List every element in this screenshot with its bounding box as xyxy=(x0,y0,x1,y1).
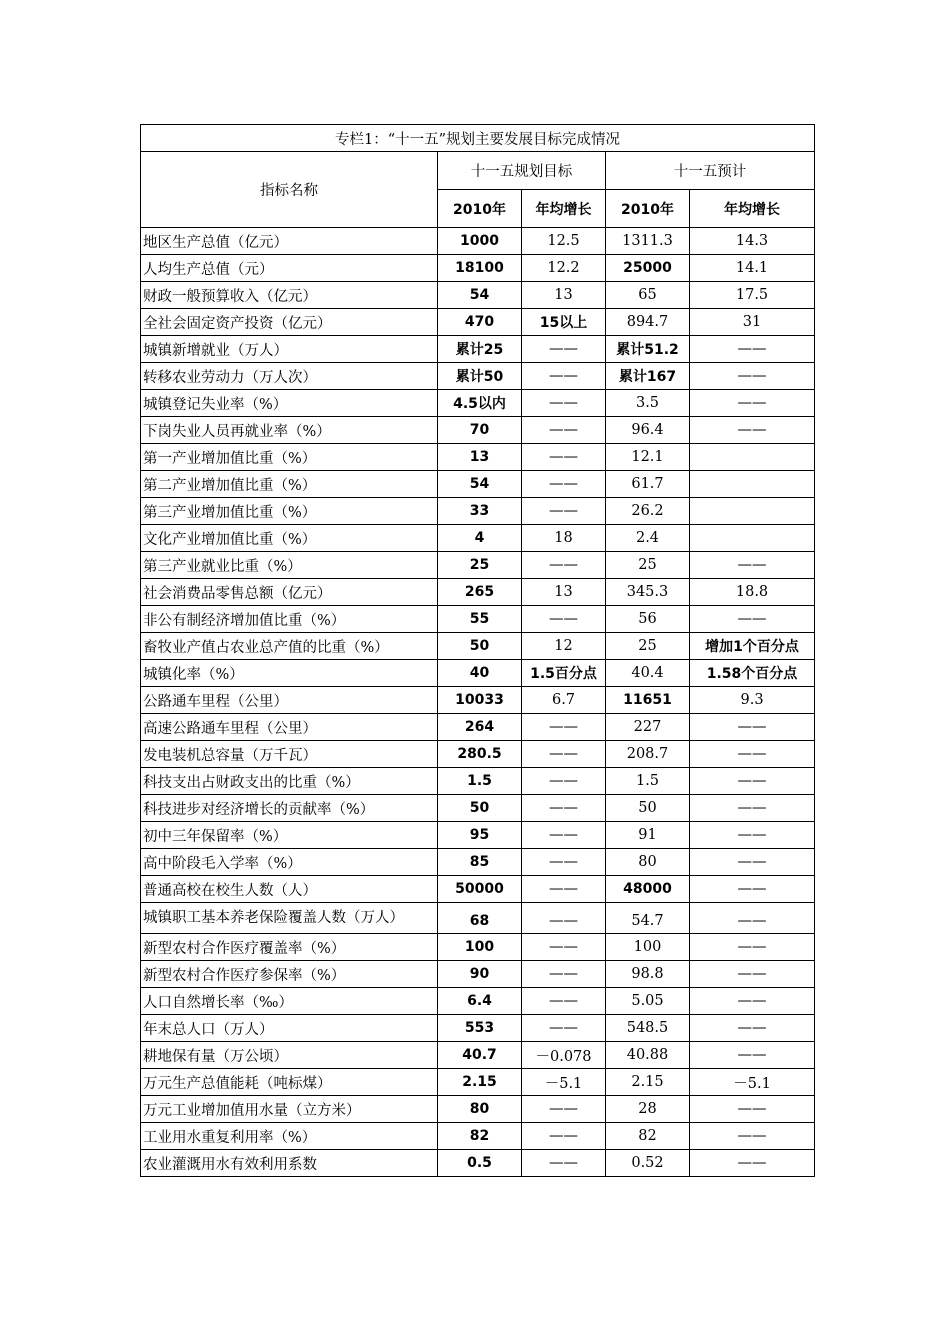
header-forecast-growth: 年均增长 xyxy=(690,190,815,228)
cell-indicator-name: 城镇化率（%） xyxy=(141,660,438,687)
cell-forecast-2010: 98.8 xyxy=(606,961,690,988)
cell-plan-2010: 6.4 xyxy=(438,988,522,1015)
cell-plan-growth: 18 xyxy=(522,525,606,552)
cell-forecast-2010: 82 xyxy=(606,1123,690,1150)
cell-forecast-growth: —— xyxy=(690,822,815,849)
cell-forecast-2010: 40.4 xyxy=(606,660,690,687)
header-plan-growth: 年均增长 xyxy=(522,190,606,228)
cell-forecast-2010: 12.1 xyxy=(606,444,690,471)
cell-plan-growth: 13 xyxy=(522,282,606,309)
cell-indicator-name: 畜牧业产值占农业总产值的比重（%） xyxy=(141,633,438,660)
table-row xyxy=(141,988,815,1015)
cell-plan-2010: 1.5 xyxy=(438,768,522,795)
cell-plan-growth: —— xyxy=(522,1015,606,1042)
cell-forecast-growth: —— xyxy=(690,1096,815,1123)
cell-plan-2010: 85 xyxy=(438,849,522,876)
cell-plan-2010: 4 xyxy=(438,525,522,552)
header-plan-2010: 2010年 xyxy=(438,190,522,228)
cell-indicator-name: 高速公路通车里程（公里） xyxy=(141,714,438,741)
cell-plan-2010: 累计25 xyxy=(438,336,522,363)
cell-plan-2010: 470 xyxy=(438,309,522,336)
cell-plan-2010: 100 xyxy=(438,934,522,961)
cell-forecast-2010: 100 xyxy=(606,934,690,961)
cell-forecast-growth: —— xyxy=(690,903,815,934)
table-row xyxy=(141,876,815,903)
table-row xyxy=(141,498,815,525)
cell-plan-growth: 13 xyxy=(522,579,606,606)
table-row xyxy=(141,1042,815,1069)
cell-forecast-2010: 40.88 xyxy=(606,1042,690,1069)
cell-indicator-name: 财政一般预算收入（亿元） xyxy=(141,282,438,309)
cell-plan-growth: —— xyxy=(522,498,606,525)
cell-forecast-growth: —— xyxy=(690,417,815,444)
cell-plan-growth: —— xyxy=(522,336,606,363)
cell-indicator-name: 地区生产总值（亿元） xyxy=(141,228,438,255)
table-row xyxy=(141,934,815,961)
cell-indicator-name: 下岗失业人员再就业率（%） xyxy=(141,417,438,444)
cell-forecast-growth xyxy=(690,471,815,498)
cell-forecast-growth: —— xyxy=(690,1123,815,1150)
table-row xyxy=(141,417,815,444)
cell-forecast-growth: —— xyxy=(690,795,815,822)
cell-plan-2010: 54 xyxy=(438,471,522,498)
cell-forecast-growth: —— xyxy=(690,934,815,961)
table-row xyxy=(141,961,815,988)
cell-plan-growth: —— xyxy=(522,768,606,795)
table-row xyxy=(141,849,815,876)
header-indicator-name: 指标名称 xyxy=(141,152,438,228)
cell-forecast-growth: —— xyxy=(690,741,815,768)
cell-plan-growth: —— xyxy=(522,363,606,390)
cell-plan-growth: —— xyxy=(522,795,606,822)
cell-plan-2010: 553 xyxy=(438,1015,522,1042)
cell-plan-growth: —— xyxy=(522,961,606,988)
cell-plan-2010: 累计50 xyxy=(438,363,522,390)
cell-forecast-growth: —— xyxy=(690,390,815,417)
table-row xyxy=(141,390,815,417)
cell-forecast-growth: —— xyxy=(690,336,815,363)
cell-indicator-name: 全社会固定资产投资（亿元） xyxy=(141,309,438,336)
cell-forecast-2010: 54.7 xyxy=(606,903,690,934)
cell-plan-2010: 0.5 xyxy=(438,1150,522,1177)
cell-forecast-growth: —— xyxy=(690,1042,815,1069)
cell-forecast-growth: —— xyxy=(690,988,815,1015)
cell-forecast-2010: 91 xyxy=(606,822,690,849)
cell-forecast-growth: 31 xyxy=(690,309,815,336)
cell-plan-2010: 25 xyxy=(438,552,522,579)
cell-plan-2010: 80 xyxy=(438,1096,522,1123)
cell-plan-growth: —— xyxy=(522,822,606,849)
cell-plan-2010: 265 xyxy=(438,579,522,606)
cell-forecast-2010: 3.5 xyxy=(606,390,690,417)
table-row xyxy=(141,525,815,552)
cell-indicator-name: 年末总人口（万人） xyxy=(141,1015,438,1042)
cell-plan-growth: —— xyxy=(522,988,606,1015)
cell-plan-2010: 50000 xyxy=(438,876,522,903)
cell-plan-2010: 82 xyxy=(438,1123,522,1150)
cell-forecast-2010: 1.5 xyxy=(606,768,690,795)
cell-forecast-growth xyxy=(690,498,815,525)
cell-plan-2010: 40.7 xyxy=(438,1042,522,1069)
cell-forecast-growth: 17.5 xyxy=(690,282,815,309)
table-row xyxy=(141,606,815,633)
cell-forecast-2010: 48000 xyxy=(606,876,690,903)
table-row xyxy=(141,822,815,849)
cell-forecast-growth: 14.1 xyxy=(690,255,815,282)
cell-forecast-2010: 11651 xyxy=(606,687,690,714)
cell-forecast-2010: 累计51.2 xyxy=(606,336,690,363)
table-row xyxy=(141,660,815,687)
table-row xyxy=(141,1015,815,1042)
cell-plan-2010: 55 xyxy=(438,606,522,633)
table-row xyxy=(141,741,815,768)
cell-plan-growth: —— xyxy=(522,390,606,417)
cell-plan-growth: —— xyxy=(522,1123,606,1150)
cell-forecast-2010: 25 xyxy=(606,552,690,579)
header-forecast-2010: 2010年 xyxy=(606,190,690,228)
cell-indicator-name: 工业用水重复利用率（%） xyxy=(141,1123,438,1150)
cell-plan-2010: 1000 xyxy=(438,228,522,255)
cell-forecast-2010: 80 xyxy=(606,849,690,876)
table-row xyxy=(141,282,815,309)
cell-plan-growth: —— xyxy=(522,552,606,579)
cell-forecast-growth: —— xyxy=(690,961,815,988)
cell-forecast-2010: 5.05 xyxy=(606,988,690,1015)
cell-plan-growth: —— xyxy=(522,606,606,633)
cell-indicator-name: 第三产业增加值比重（%） xyxy=(141,498,438,525)
cell-indicator-name: 第三产业就业比重（%） xyxy=(141,552,438,579)
cell-plan-growth: －5.1 xyxy=(522,1069,606,1096)
cell-forecast-growth: －5.1 xyxy=(690,1069,815,1096)
table-caption-row xyxy=(141,125,815,152)
header-forecast: 十一五预计 xyxy=(606,152,815,190)
header-plan-target: 十一五规划目标 xyxy=(438,152,606,190)
cell-plan-growth: —— xyxy=(522,849,606,876)
cell-forecast-2010: 56 xyxy=(606,606,690,633)
cell-plan-growth: 6.7 xyxy=(522,687,606,714)
cell-plan-2010: 50 xyxy=(438,633,522,660)
cell-forecast-2010: 0.52 xyxy=(606,1150,690,1177)
table-title: 专栏1：“十一五”规划主要发展目标完成情况 xyxy=(141,125,815,152)
cell-indicator-name: 人均生产总值（元） xyxy=(141,255,438,282)
cell-plan-2010: 54 xyxy=(438,282,522,309)
cell-indicator-name: 公路通车里程（公里） xyxy=(141,687,438,714)
cell-plan-growth: —— xyxy=(522,1096,606,1123)
cell-indicator-name: 农业灌溉用水有效利用系数 xyxy=(141,1150,438,1177)
cell-forecast-2010: 26.2 xyxy=(606,498,690,525)
cell-forecast-2010: 25 xyxy=(606,633,690,660)
cell-forecast-growth: —— xyxy=(690,363,815,390)
cell-indicator-name: 非公有制经济增加值比重（%） xyxy=(141,606,438,633)
cell-plan-2010: 33 xyxy=(438,498,522,525)
cell-forecast-2010: 1311.3 xyxy=(606,228,690,255)
cell-plan-2010: 95 xyxy=(438,822,522,849)
cell-plan-growth: —— xyxy=(522,444,606,471)
cell-plan-growth: —— xyxy=(522,903,606,934)
cell-plan-2010: 70 xyxy=(438,417,522,444)
cell-indicator-name: 科技进步对经济增长的贡献率（%） xyxy=(141,795,438,822)
cell-indicator-name: 城镇职工基本养老保险覆盖人数（万人） xyxy=(141,903,438,934)
cell-plan-2010: 68 xyxy=(438,903,522,934)
cell-plan-growth: —— xyxy=(522,741,606,768)
cell-indicator-name: 耕地保有量（万公顷） xyxy=(141,1042,438,1069)
cell-indicator-name: 转移农业劳动力（万人次） xyxy=(141,363,438,390)
cell-forecast-2010: 61.7 xyxy=(606,471,690,498)
cell-forecast-2010: 208.7 xyxy=(606,741,690,768)
cell-indicator-name: 初中三年保留率（%） xyxy=(141,822,438,849)
cell-forecast-2010: 2.4 xyxy=(606,525,690,552)
cell-plan-2010: 2.15 xyxy=(438,1069,522,1096)
cell-indicator-name: 新型农村合作医疗参保率（%） xyxy=(141,961,438,988)
table-row xyxy=(141,714,815,741)
cell-plan-2010: 40 xyxy=(438,660,522,687)
cell-forecast-growth: —— xyxy=(690,768,815,795)
cell-forecast-growth: —— xyxy=(690,552,815,579)
cell-indicator-name: 万元工业增加值用水量（立方米） xyxy=(141,1096,438,1123)
cell-plan-2010: 10033 xyxy=(438,687,522,714)
cell-indicator-name: 发电装机总容量（万千瓦） xyxy=(141,741,438,768)
cell-plan-growth: —— xyxy=(522,1150,606,1177)
cell-plan-2010: 4.5以内 xyxy=(438,390,522,417)
cell-forecast-growth: 14.3 xyxy=(690,228,815,255)
cell-indicator-name: 城镇新增就业（万人） xyxy=(141,336,438,363)
cell-plan-growth: —— xyxy=(522,417,606,444)
cell-indicator-name: 普通高校在校生人数（人） xyxy=(141,876,438,903)
cell-forecast-2010: 50 xyxy=(606,795,690,822)
table-row xyxy=(141,444,815,471)
cell-forecast-2010: 894.7 xyxy=(606,309,690,336)
table-row xyxy=(141,687,815,714)
cell-indicator-name: 第二产业增加值比重（%） xyxy=(141,471,438,498)
table-row xyxy=(141,1096,815,1123)
table-row xyxy=(141,795,815,822)
cell-indicator-name: 新型农村合作医疗覆盖率（%） xyxy=(141,934,438,961)
table-row xyxy=(141,309,815,336)
cell-forecast-growth: 9.3 xyxy=(690,687,815,714)
cell-forecast-growth xyxy=(690,444,815,471)
cell-plan-growth: 12.2 xyxy=(522,255,606,282)
table-row xyxy=(141,255,815,282)
plan-targets-table xyxy=(140,124,815,1177)
cell-indicator-name: 高中阶段毛入学率（%） xyxy=(141,849,438,876)
table-row xyxy=(141,471,815,498)
cell-plan-2010: 90 xyxy=(438,961,522,988)
cell-forecast-growth: —— xyxy=(690,849,815,876)
cell-plan-growth: —— xyxy=(522,934,606,961)
cell-plan-growth: 15以上 xyxy=(522,309,606,336)
cell-indicator-name: 文化产业增加值比重（%） xyxy=(141,525,438,552)
table-row xyxy=(141,228,815,255)
cell-plan-growth: 12.5 xyxy=(522,228,606,255)
table-row xyxy=(141,1150,815,1177)
table-row xyxy=(141,552,815,579)
cell-forecast-2010: 345.3 xyxy=(606,579,690,606)
cell-forecast-2010: 2.15 xyxy=(606,1069,690,1096)
table-row xyxy=(141,633,815,660)
table-row xyxy=(141,903,815,934)
table-row xyxy=(141,363,815,390)
table-row xyxy=(141,336,815,363)
table-row xyxy=(141,1069,815,1096)
cell-plan-2010: 13 xyxy=(438,444,522,471)
cell-forecast-2010: 累计167 xyxy=(606,363,690,390)
cell-indicator-name: 科技支出占财政支出的比重（%） xyxy=(141,768,438,795)
cell-forecast-growth: 1.58个百分点 xyxy=(690,660,815,687)
cell-plan-growth: —— xyxy=(522,714,606,741)
cell-plan-growth: 12 xyxy=(522,633,606,660)
cell-forecast-growth: —— xyxy=(690,876,815,903)
cell-forecast-2010: 25000 xyxy=(606,255,690,282)
cell-forecast-2010: 227 xyxy=(606,714,690,741)
cell-indicator-name: 社会消费品零售总额（亿元） xyxy=(141,579,438,606)
table-row xyxy=(141,768,815,795)
cell-plan-growth: －0.078 xyxy=(522,1042,606,1069)
cell-plan-2010: 18100 xyxy=(438,255,522,282)
cell-forecast-growth: 18.8 xyxy=(690,579,815,606)
cell-forecast-growth: —— xyxy=(690,606,815,633)
cell-plan-2010: 264 xyxy=(438,714,522,741)
cell-plan-2010: 50 xyxy=(438,795,522,822)
cell-plan-growth: —— xyxy=(522,471,606,498)
cell-indicator-name: 人口自然增长率（‰） xyxy=(141,988,438,1015)
cell-forecast-growth: —— xyxy=(690,714,815,741)
cell-forecast-growth: —— xyxy=(690,1150,815,1177)
cell-forecast-growth: —— xyxy=(690,1015,815,1042)
cell-forecast-2010: 96.4 xyxy=(606,417,690,444)
cell-plan-growth: —— xyxy=(522,876,606,903)
cell-forecast-growth: 增加1个百分点 xyxy=(690,633,815,660)
table-row xyxy=(141,1123,815,1150)
cell-forecast-2010: 28 xyxy=(606,1096,690,1123)
cell-indicator-name: 万元生产总值能耗（吨标煤） xyxy=(141,1069,438,1096)
table-row xyxy=(141,579,815,606)
cell-forecast-2010: 548.5 xyxy=(606,1015,690,1042)
cell-forecast-2010: 65 xyxy=(606,282,690,309)
header-row-1 xyxy=(141,152,815,190)
cell-plan-growth: 1.5百分点 xyxy=(522,660,606,687)
cell-forecast-growth xyxy=(690,525,815,552)
cell-indicator-name: 城镇登记失业率（%） xyxy=(141,390,438,417)
cell-indicator-name: 第一产业增加值比重（%） xyxy=(141,444,438,471)
cell-plan-2010: 280.5 xyxy=(438,741,522,768)
